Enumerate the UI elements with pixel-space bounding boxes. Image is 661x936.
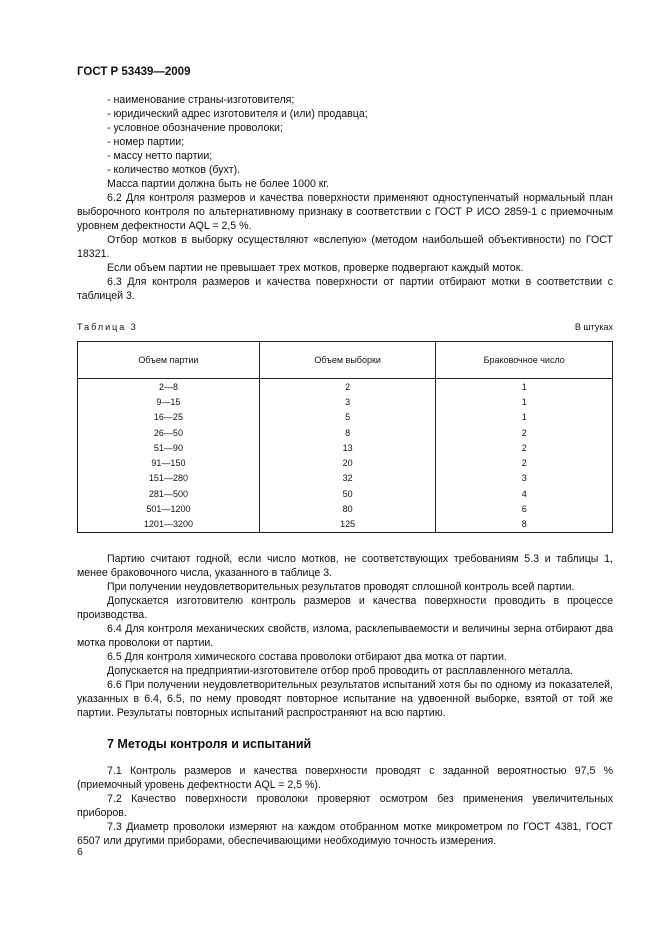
lot-size-cell: 501—1200 xyxy=(78,501,260,516)
paragraph: Допускается изготовителю контроль размеров и качества поверхности проводить в процессе производства. xyxy=(77,594,613,621)
lot-size-cell: 281—500 xyxy=(78,486,260,501)
table-row xyxy=(78,379,613,395)
lot-size-cell: 1201—3200 xyxy=(78,517,260,533)
sample-size-cell: 13 xyxy=(259,440,436,455)
table-row xyxy=(78,425,613,440)
paragraph: Масса партии должна быть не более 1000 кг. xyxy=(107,178,329,190)
list-item: - массу нетто партии; xyxy=(107,150,213,162)
column-header-sample-size: Объем выборки xyxy=(259,342,436,379)
table-caption: Таблица 3 xyxy=(77,322,138,332)
after-table-text xyxy=(77,552,613,720)
lot-size-cell: 51—90 xyxy=(78,440,260,455)
paragraph: 6.2 Для контроля размеров и качества поверхности применяют одноступенчатый нормальный план выборочного контроля по альтернативному признаку в соответствии с ГОСТ Р ИСО 2859-1 с приемочным уровнем дефектности AQL = 2,5 %. xyxy=(77,192,613,232)
paragraph: 6.5 Для контроля химического состава проволоки отбирают два мотка от партии. xyxy=(107,650,507,663)
paragraph: Отбор мотков в выборку осуществляют «вслепую» (методом наибольшей объективности) по ГОСТ 18321. xyxy=(77,234,613,260)
list-item: - юридический адрес изготовителя и (или) продавца; xyxy=(107,108,368,120)
lot-size-cell: 91—150 xyxy=(78,455,260,470)
lot-size-cell: 2—8 xyxy=(78,379,260,395)
table-unit: В штуках xyxy=(574,322,613,332)
rejection-number-cell: 4 xyxy=(436,486,613,501)
section-title: 7 Методы контроля и испытаний xyxy=(107,736,312,751)
lot-size-cell: 9—15 xyxy=(78,394,260,409)
rejection-number-cell: 2 xyxy=(436,425,613,440)
column-header-lot-size: Объем партии xyxy=(78,342,260,379)
table-row xyxy=(78,486,613,501)
list-item: - номер партии; xyxy=(107,136,185,148)
sample-size-cell: 80 xyxy=(259,501,436,516)
list-item: - количество мотков (бухт). xyxy=(107,164,241,176)
table-row xyxy=(78,394,613,409)
paragraph: 6.6 При получении неудовлетворительных результатов испытаний хотя бы по одному из показателей, указанных в 6.4, 6.5, по нему проводят повторное испытание на удвоенной выборке, взятой от той же партии. Результаты повторных испытаний распространяют на всю партию. xyxy=(77,678,613,719)
sample-size-cell: 3 xyxy=(259,394,436,409)
table-row xyxy=(78,410,613,425)
table-row xyxy=(78,455,613,470)
sample-size-cell: 32 xyxy=(259,471,436,486)
table-row xyxy=(78,440,613,455)
standard-header: ГОСТ Р 53439—2009 xyxy=(77,66,191,78)
paragraph: При получении неудовлетворительных результатов проводят сплошной контроль всей партии. xyxy=(107,580,575,593)
rejection-number-cell: 1 xyxy=(436,394,613,409)
sampling-table xyxy=(77,341,613,533)
table-header-row xyxy=(78,342,613,379)
rejection-number-cell: 2 xyxy=(436,440,613,455)
table-caption-row xyxy=(77,320,613,334)
paragraph: Партию считают годной, если число мотков, не соответствующих требованиям 5.3 и таблицы 1, менее браковочного числа, указанного в таблице 3. xyxy=(77,552,613,579)
sample-size-cell: 125 xyxy=(259,517,436,533)
document-body xyxy=(77,93,613,848)
paragraph: 7.2 Качество поверхности проволоки проверяют осмотром без применения увеличительных приборов. xyxy=(77,792,613,819)
sample-size-cell: 5 xyxy=(259,410,436,425)
lot-size-cell: 151—280 xyxy=(78,471,260,486)
table-row xyxy=(78,501,613,516)
paragraph: 7.1 Контроль размеров и качества поверхности проводят с заданной вероятностью 97,5 % (приемочный уровень дефектности AQL = 2,5 %). xyxy=(77,764,613,791)
rejection-number-cell: 3 xyxy=(436,471,613,486)
rejection-number-cell: 6 xyxy=(436,501,613,516)
paragraph: 7.3 Диаметр проволоки измеряют на каждом отобранном мотке микрометром по ГОСТ 4381, ГОСТ 6507 или другими приборами, обеспечивающими необходимую точность измерения. xyxy=(77,820,613,847)
column-header-rejection-number: Браковочное число xyxy=(436,342,613,379)
list-item: - наименование страны-изготовителя; xyxy=(107,94,295,106)
table-row xyxy=(78,471,613,486)
lot-size-cell: 26—50 xyxy=(78,425,260,440)
list-item: - условное обозначение проволоки; xyxy=(107,122,283,134)
rejection-number-cell: 1 xyxy=(436,379,613,395)
rejection-number-cell: 2 xyxy=(436,455,613,470)
sample-size-cell: 8 xyxy=(259,425,436,440)
sample-size-cell: 2 xyxy=(259,379,436,395)
paragraph: Допускается на предприятии-изготовителе отбор проб проводить от расплавленного металла. xyxy=(107,664,574,677)
sample-size-cell: 20 xyxy=(259,455,436,470)
rejection-number-cell: 1 xyxy=(436,410,613,425)
rejection-number-cell: 8 xyxy=(436,517,613,533)
sample-size-cell: 50 xyxy=(259,486,436,501)
paragraph: 6.4 Для контроля механических свойств, излома, расклепываемости и величины зерна отбирают два мотка проволоки от партии. xyxy=(77,622,613,649)
page-number: 6 xyxy=(77,846,83,858)
lot-size-cell: 16—25 xyxy=(78,410,260,425)
paragraph: 6.3 Для контроля размеров и качества поверхности от партии отбирают мотки в соответствии с таблицей 3. xyxy=(77,276,613,302)
paragraph: Если объем партии не превышает трех мотков, проверке подвергают каждый моток. xyxy=(107,262,524,274)
table-row xyxy=(78,517,613,533)
